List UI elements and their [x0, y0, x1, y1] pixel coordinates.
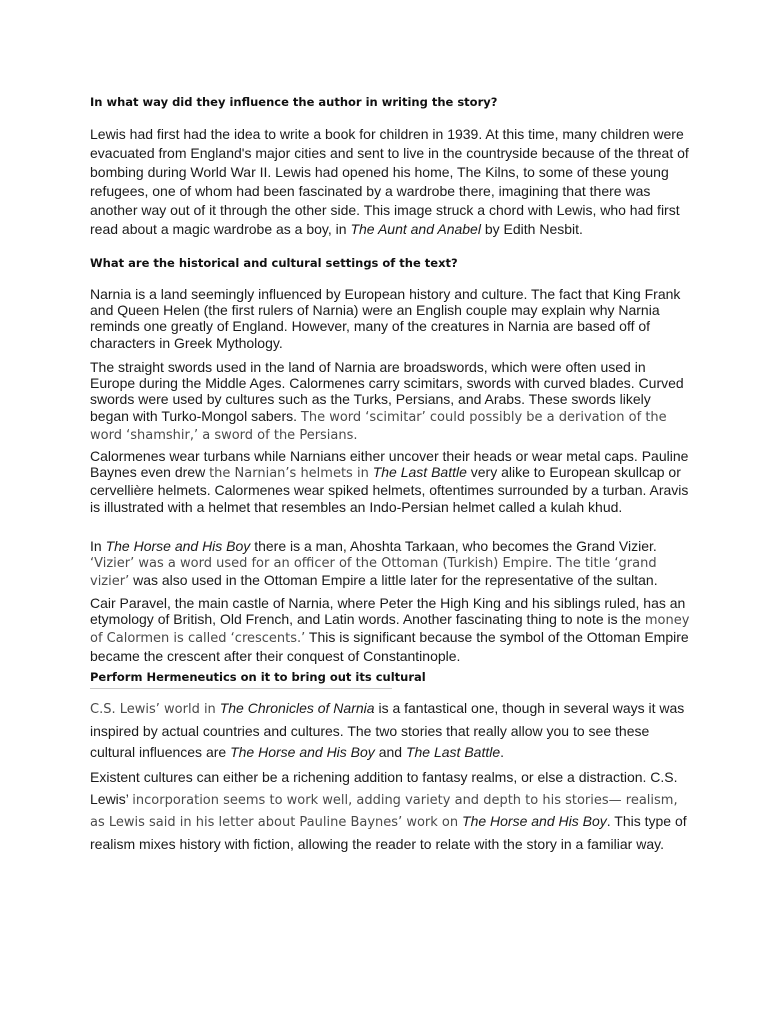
paragraph-soft-text: ‘Vizier’ was a word used for an officer of the Ottoman (Turkish) Empire. The title ‘grand vizier’ [90, 556, 657, 590]
paragraph-swords [90, 359, 690, 444]
paragraph-cair-paravel [90, 595, 690, 664]
heading-divider [90, 688, 392, 689]
book-title-chronicles: The Chronicles of Narnia [219, 700, 375, 716]
paragraph-helmets-wrap [90, 448, 690, 515]
question-heading-hermeneutics: Perform Hermeneutics on it to bring out its cultural [90, 670, 426, 684]
paragraph-swords-wrap [90, 359, 690, 444]
paragraph-text: . [500, 744, 505, 760]
paragraph-soft-text: incorporation seems to work well, adding variety and depth to his stories— realism, as Lewis said in his letter about Pauline Baynes’ work on [90, 792, 678, 830]
paragraph-text: is a fantastical one, though in several ways it was inspired by actual countries and cultures. The two stories that really allow you to see these cultural influences are [90, 700, 685, 760]
paragraph-soft-text: C.S. Lewis’ world in [90, 702, 216, 717]
paragraph-text: Cair Paravel, the main castle of Narnia, where Peter the High King and his siblings ruled, has an etymology of British, Old French, and Latin words. Another fascinating thing to note is the [90, 595, 686, 628]
paragraph-text: there is a man, Ahoshta Tarkaan, who becomes the Grand Vizier. [250, 538, 657, 554]
paragraph-helmets [90, 448, 690, 515]
book-title-last-battle: The Last Battle [372, 464, 467, 481]
paragraph-end: by Edith Nesbit. [480, 221, 583, 237]
paragraph-text: was also used in the Ottoman Empire a little later for the representative of the sultan. [129, 572, 658, 589]
paragraph-realism [90, 767, 690, 855]
paragraph-influence-wrap [90, 125, 690, 239]
paragraph-realism-wrap [90, 767, 690, 855]
book-title-horse-boy: The Horse and His Boy [462, 813, 607, 829]
section-hermeneutics [90, 670, 690, 684]
paragraph-cair-paravel-wrap [90, 595, 690, 664]
paragraph-text: The straight swords used in the land of Narnia are broadswords, which were often used in Europe during the Middle Ages. Calormenes carry scimitars, swords with curved blades. Curved swords were used by cultures such as the Turks, Persians, and Arabs. These swords likely began with Turko-Mongol sabers. [90, 359, 684, 424]
paragraph-soft-text: The word ‘scimitar’ could possibly be a derivation of the word ‘shamshir,’ a sword of the Persians. [90, 409, 667, 443]
paragraph-text: In [90, 538, 106, 554]
section-influence [90, 95, 690, 109]
paragraph-chronicles [90, 698, 690, 764]
paragraph-text: Lewis had first had the idea to write a book for children in 1939. At this time, many children were evacuated from England's major cities and sent to live in the countryside because of the threat of bombing during World War II. Lewis had opened his home, The Kilns, to some of these young refugees, one of whom had been fascinated by a wardrobe there, imagining that there was another way out of it through the other side. This image struck a chord with Lewis, who had first read about a magic wardrobe as a boy, in [90, 126, 689, 237]
section-settings [90, 256, 690, 270]
paragraph-chronicles-wrap [90, 698, 690, 764]
book-title-last-battle: The Last Battle [405, 744, 501, 760]
question-heading-settings: What are the historical and cultural settings of the text? [90, 256, 458, 270]
paragraph-text: and [374, 744, 406, 760]
paragraph-vizier [90, 538, 690, 591]
book-title-horse-boy: The Horse and His Boy [105, 538, 251, 554]
paragraph-text: very alike to European skullcap or cervellière helmets. Calormenes wear spiked helmets, oftentimes surrounded by a turban. Aravis is illustrated with a helmet that resembles an Indo-Persian helmet called a kulah khud. [90, 464, 689, 515]
paragraph-text: Calormenes wear turbans while Narnians either uncover their heads or wear metal caps. Pauline Baynes even drew [90, 448, 689, 481]
paragraph-narnia-europe: Narnia is a land seemingly influenced by European history and culture. The fact that King Frank and Queen Helen (the first rulers of Narnia) were an English couple may explain why Narnia reminds one greatly of England. However, many of the creatures in Narnia are based off of characters in Greek Mythology. [90, 286, 681, 351]
paragraph-influence [90, 125, 690, 239]
paragraph-text: Existent cultures can either be a richening addition to fantasy realms, or else a distraction. C.S. Lewis’ [90, 769, 678, 807]
paragraph-soft-text: money of Calormen is called ‘crescents.’ [90, 613, 690, 647]
paragraph-text: . This type of realism mixes history with fiction, allowing the reader to relate with the story in a familiar way. [90, 813, 687, 852]
paragraph-text: This is significant because the symbol of the Ottoman Empire became the crescent after their conquest of Constantinople. [90, 629, 689, 664]
paragraph-vizier-wrap [90, 538, 690, 591]
book-title-horse-boy: The Horse and His Boy [230, 744, 375, 760]
book-title-aunt-anabel: The Aunt and Anabel [350, 221, 481, 237]
question-heading-influence: In what way did they influence the author in writing the story? [90, 95, 498, 109]
paragraph-soft-text: the Narnian’s helmets in [209, 466, 369, 482]
paragraph-narnia-wrap [90, 286, 690, 351]
